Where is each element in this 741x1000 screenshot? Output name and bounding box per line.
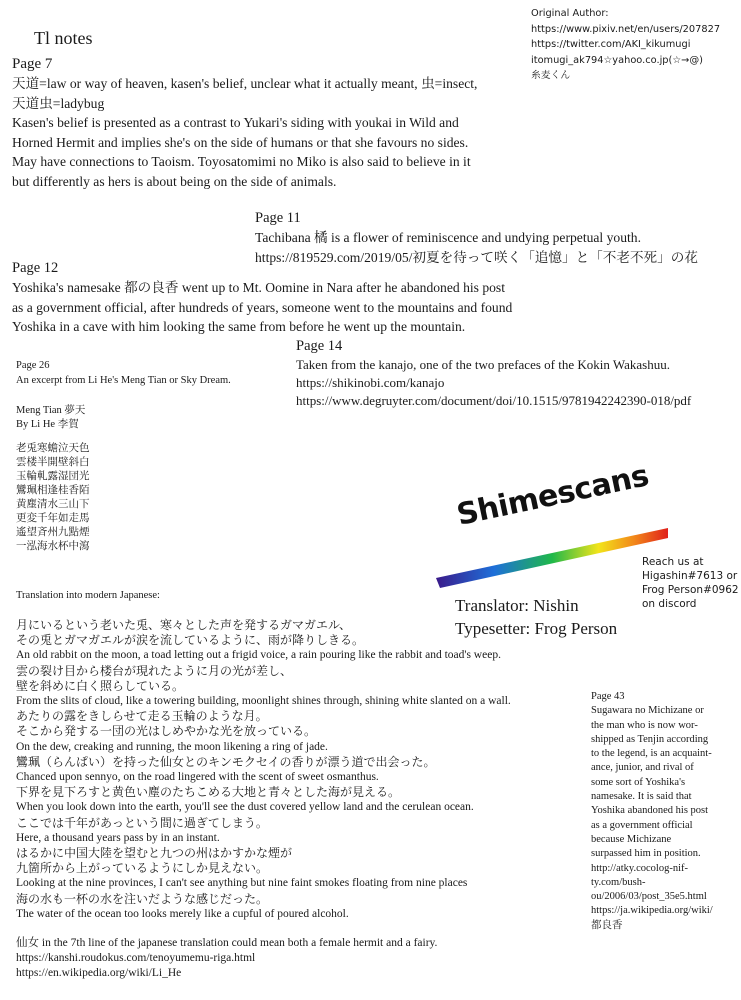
note-line: Horned Hermit and implies she's on the side of humans or that she favours no sides. (12, 134, 469, 150)
translation-jp: 九箇所から上がっているようにしか見えない。 (16, 861, 269, 876)
note-line: but differently as hers is about being on the side of animals. (12, 173, 337, 189)
footnote-link[interactable]: https://en.wikipedia.org/wiki/Li_He (16, 967, 182, 980)
note-link[interactable]: 都良香 (591, 919, 623, 931)
note-line: the man who is now wor- (591, 719, 698, 731)
page-heading: Page 11 (255, 210, 301, 226)
note-line: Taken from the kanajo, one of the two prefaces of the Kokin Wakashuu. (296, 357, 670, 372)
page-heading: Page 26 (16, 360, 50, 371)
note-page-43 (591, 690, 713, 933)
translation-jp: ここでは千年があっという間に過ぎてしまう。 (16, 815, 268, 830)
translation-label: Translation into modern Japanese: (16, 590, 160, 601)
note-line: Kasen's belief is presented as a contrast to Yukari's siding with youkai in Wild and (12, 115, 459, 131)
note-line: Sugawara no Michizane or (591, 705, 704, 717)
translation-jp: はるかに中国大陸を望むと九つの州はかすかな煙が (16, 846, 293, 861)
footnote: 仙女 in the 7th line of the japanese translation could mean both a female hermit and a fairy. (16, 937, 438, 950)
translation-en: Chanced upon sennyo, on the road lingered with the scent of sweet osmanthus. (16, 771, 379, 784)
note-line: Yoshika's namesake 都の良香 went up to Mt. Oomine in Nara after he abandoned his post (12, 280, 505, 295)
note-link[interactable]: ou/2006/03/post_35e5.html (591, 891, 707, 903)
note-page-26 (16, 358, 231, 388)
poem-line: 老兎寒蟾泣天色 (16, 443, 90, 454)
author-label: Original Author: (531, 8, 609, 19)
translation-jp: あたりの露をきしらせて走る玉輪のような月。 (16, 709, 268, 724)
poem-author: By Li He 李賀 (16, 419, 79, 430)
poem-block (16, 404, 90, 554)
note-link[interactable]: https://www.degruyter.com/document/doi/10.1515/9781942242390-018/pdf (296, 393, 692, 408)
note-link[interactable]: https://819529.com/2019/05/初夏を待って咲く「追憶」と「不老不死」の花 (255, 249, 698, 265)
page-heading: Page 43 (591, 691, 625, 702)
translation-jp: そこから発する一団の光はしめやかな光を放っている。 (16, 724, 317, 739)
contact-line: Reach us at (642, 556, 704, 568)
page-heading: Page 14 (296, 338, 343, 354)
note-line: as a government official (591, 819, 693, 831)
translation-en: From the slits of cloud, like a towering building, moonlight shines through, shining white slanted on a wall. (16, 695, 511, 708)
translation-en: Here, a thousand years pass by in an instant. (16, 831, 220, 844)
translation-jp: 海の水も一杯の水を注いだような感じだった。 (16, 891, 269, 906)
note-link[interactable]: ty.com/bush- (591, 876, 646, 888)
typesetter-credit: Typesetter: Frog Person (455, 619, 618, 638)
translation-jp: 壁を斜めに白く照らしている。 (16, 678, 185, 693)
poem-title: Meng Tian 夢天 (16, 405, 86, 416)
contact-line: Higashin#7613 or (642, 570, 738, 582)
contact-line: on discord (642, 598, 697, 610)
note-line: 天道=law or way of heaven, kasen's belief, unclear what it actually meant, 虫=insect, (12, 76, 478, 91)
poem-line: 玉輪軋露湿団光 (16, 471, 90, 482)
logo-rainbow-stripe (436, 528, 668, 588)
credits-block (455, 594, 617, 640)
note-line: May have connections to Taoism. Toyosatomimi no Miko is also said to believe in it (12, 154, 471, 170)
poem-line: 黄塵清水三山下 (16, 499, 90, 510)
footnote-link[interactable]: https://kanshi.roudokus.com/tenoyumemu-riga.html (16, 952, 256, 965)
translation-en: An old rabbit on the moon, a toad letting out a frigid voice, a rain pouring like the rabbit and toad's weep. (16, 649, 501, 662)
note-line: namesake. It is said that (591, 791, 692, 803)
note-line: to the legend, is an acquaint- (591, 748, 712, 760)
note-page-14 (296, 336, 691, 410)
poem-line: 鸞珮相逢桂香陌 (16, 485, 90, 496)
note-page-7 (12, 54, 532, 192)
note-link[interactable]: http://atky.cocolog-nif- (591, 862, 689, 874)
poem-line: 更変千年如走馬 (16, 513, 90, 524)
note-line: shipped as Tenjin according (591, 733, 709, 745)
note-link[interactable]: https://shikinobi.com/kanajo (296, 375, 445, 390)
note-page-12 (12, 258, 512, 337)
author-link[interactable]: https://www.pixiv.net/en/users/207827 (531, 23, 721, 35)
note-link[interactable]: https://ja.wikipedia.org/wiki/ (591, 905, 713, 917)
note-line: An excerpt from Li He's Meng Tian or Sky Dream. (16, 375, 231, 386)
note-line: because Michizane (591, 833, 672, 845)
note-line: surpassed him in position. (591, 848, 701, 860)
translation-en: On the dew, creaking and running, the moon likening a ring of jade. (16, 740, 328, 753)
translator-credit: Translator: Nishin (455, 596, 579, 615)
original-author-block (531, 6, 720, 84)
author-email: itomugi_ak794☆yahoo.co.jp(☆→@) (531, 54, 703, 66)
translation-jp: その兎とガマガエルが涙を流しているように、雨が降りしきる。 (16, 633, 365, 648)
translation-block (16, 618, 511, 982)
author-link[interactable]: https://twitter.com/AKI_kikumugi (531, 39, 691, 50)
logo-wordmark: Shimescans (453, 458, 652, 533)
note-line: some sort of Yoshika's (591, 776, 686, 788)
poem-line: 一泓海水杯中瀉 (16, 541, 90, 552)
note-line: Yoshika abandoned his post (591, 805, 709, 817)
note-line: as a government official, after hundreds of years, someone went to the mountains and found (12, 299, 513, 315)
poem-line: 雲楼半開壁斜白 (16, 457, 90, 468)
page-heading: Page 12 (12, 260, 59, 276)
translation-jp: 下界を見下ろすと黄色い塵のたちこめる大地と青々とした海が見える。 (16, 785, 401, 800)
contact-line: Frog Person#0962 (642, 584, 739, 596)
translation-en: When you look down into the earth, you'll see the dust covered yellow land and the cerulean ocean. (16, 801, 474, 814)
author-name: 糸麦くん (531, 70, 571, 81)
note-line: Tachibana 橘 is a flower of reminiscence and undying perpetual youth. (255, 230, 641, 245)
page-heading: Page 7 (12, 56, 53, 72)
translation-en: Looking at the nine provinces, I can't see anything but nine faint smokes floating from nine places (16, 877, 468, 890)
note-line: ance, junior, and rival of (591, 762, 694, 774)
poem-line: 遙望斉州九點煙 (16, 527, 90, 538)
contact-block (642, 555, 739, 611)
translation-jp: 月にいるという老いた兎、寒々とした声を発するガマガエル、 (16, 618, 352, 632)
translation-jp: 雲の裂け目から楼台が現れたように月の光が差し、 (16, 663, 293, 678)
note-line: Yoshika in a cave with him looking the same from before he went up the mountain. (12, 319, 466, 335)
translation-jp: 鸞珮（らんぱい）を持った仙女とのキンモクセイの香りが漂う道で出会った。 (16, 754, 436, 769)
note-line: 天道虫=ladybug (12, 95, 105, 111)
notes-title: Tl notes (34, 28, 93, 48)
translation-en: The water of the ocean too looks merely like a cupful of poured alcohol. (16, 907, 349, 920)
